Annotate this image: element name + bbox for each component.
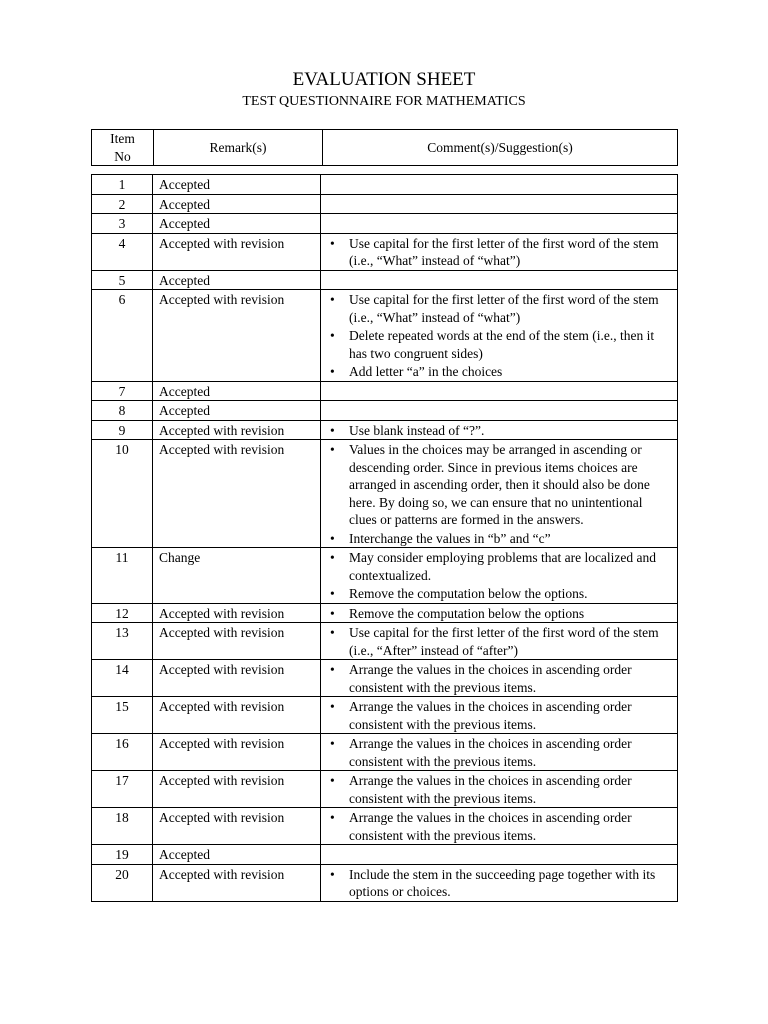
item-number: 15 <box>92 697 153 734</box>
table-row <box>92 660 678 697</box>
item-number: 9 <box>92 420 153 440</box>
comment-list <box>327 735 671 770</box>
comment-list <box>327 772 671 807</box>
item-number: 10 <box>92 440 153 548</box>
item-number: 7 <box>92 381 153 401</box>
comment-list <box>327 235 671 270</box>
evaluation-rows <box>92 175 678 902</box>
comment-bullet-item: • Delete repeated words at the end of the stem (i.e., then it has two congruent sides) <box>327 327 671 362</box>
comment-bullet-item: • Values in the choices may be arranged in ascending or descending order. Since in previous items choices are arranged in ascending order, then it should also be done here. By doing so, we can ensure that no unintentional clues or patterns are formed in the answers. <box>327 441 671 529</box>
comment-bullet-item: • Add letter “a” in the choices <box>327 363 671 381</box>
header-item-no: Item No <box>92 130 154 166</box>
comment-bullet-item: • Use capital for the first letter of the first word of the stem (i.e., “What” instead of “what”) <box>327 291 671 326</box>
item-number: 18 <box>92 808 153 845</box>
item-comments <box>321 845 678 865</box>
item-comments <box>321 734 678 771</box>
table-row <box>92 401 678 421</box>
table-row <box>92 603 678 623</box>
comment-bullet-item: • Arrange the values in the choices in ascending order consistent with the previous items. <box>327 809 671 844</box>
evaluation-table <box>91 174 678 902</box>
comment-bullet-item: • Use blank instead of “?”. <box>327 422 671 440</box>
item-comments <box>321 548 678 604</box>
item-comments <box>321 808 678 845</box>
header-remarks: Remark(s) <box>154 130 323 166</box>
item-number: 8 <box>92 401 153 421</box>
item-comments <box>321 864 678 901</box>
comment-bullet-item: • Use capital for the first letter of the first word of the stem (i.e., “What” instead of “what”) <box>327 235 671 270</box>
item-comments <box>321 440 678 548</box>
item-comments <box>321 381 678 401</box>
item-comments <box>321 603 678 623</box>
item-comments <box>321 175 678 195</box>
item-remark: Accepted <box>153 270 321 290</box>
item-remark: Accepted with revision <box>153 864 321 901</box>
item-comments <box>321 623 678 660</box>
comment-list <box>327 866 671 901</box>
item-number: 19 <box>92 845 153 865</box>
table-row <box>92 440 678 548</box>
table-row <box>92 233 678 270</box>
item-remark: Accepted with revision <box>153 290 321 382</box>
item-remark: Accepted with revision <box>153 623 321 660</box>
table-row <box>92 864 678 901</box>
item-comments <box>321 401 678 421</box>
item-remark: Accepted <box>153 401 321 421</box>
item-remark: Accepted with revision <box>153 697 321 734</box>
item-remark: Accepted with revision <box>153 808 321 845</box>
comment-list <box>327 422 671 440</box>
table-row <box>92 270 678 290</box>
item-number: 16 <box>92 734 153 771</box>
item-number: 5 <box>92 270 153 290</box>
item-remark: Accepted with revision <box>153 660 321 697</box>
item-number: 13 <box>92 623 153 660</box>
item-number: 2 <box>92 194 153 214</box>
comment-bullet-item: • May consider employing problems that are localized and contextualized. <box>327 549 671 584</box>
item-number: 20 <box>92 864 153 901</box>
table-row <box>92 548 678 604</box>
item-comments <box>321 290 678 382</box>
item-remark: Change <box>153 548 321 604</box>
item-comments <box>321 214 678 234</box>
comment-bullet-item: • Remove the computation below the options. <box>327 585 671 603</box>
item-number: 17 <box>92 771 153 808</box>
comment-list <box>327 605 671 623</box>
item-comments <box>321 771 678 808</box>
comment-list <box>327 661 671 696</box>
table-row <box>92 214 678 234</box>
table-row <box>92 381 678 401</box>
comment-list <box>327 698 671 733</box>
table-row <box>92 697 678 734</box>
table-row <box>92 808 678 845</box>
comment-bullet-item: • Remove the computation below the options <box>327 605 671 623</box>
item-comments <box>321 233 678 270</box>
comment-list <box>327 809 671 844</box>
table-row <box>92 771 678 808</box>
item-comments <box>321 194 678 214</box>
table-row <box>92 420 678 440</box>
item-remark: Accepted <box>153 381 321 401</box>
item-remark: Accepted with revision <box>153 233 321 270</box>
item-comments <box>321 420 678 440</box>
item-remark: Accepted <box>153 845 321 865</box>
comment-bullet-item: • Include the stem in the succeeding page together with its options or choices. <box>327 866 671 901</box>
header-row <box>92 130 678 166</box>
table-row <box>92 175 678 195</box>
item-number: 14 <box>92 660 153 697</box>
table-row <box>92 734 678 771</box>
page-subtitle: TEST QUESTIONNAIRE FOR MATHEMATICS <box>242 94 526 109</box>
item-remark: Accepted with revision <box>153 420 321 440</box>
comment-bullet-item: • Arrange the values in the choices in ascending order consistent with the previous items. <box>327 698 671 733</box>
comment-bullet-item: • Arrange the values in the choices in ascending order consistent with the previous items. <box>327 661 671 696</box>
comment-bullet-item: • Arrange the values in the choices in ascending order consistent with the previous items. <box>327 772 671 807</box>
item-remark: Accepted with revision <box>153 734 321 771</box>
comment-bullet-item: • Use capital for the first letter of the first word of the stem (i.e., “After” instead of “after”) <box>327 624 671 659</box>
item-comments <box>321 660 678 697</box>
table-row <box>92 845 678 865</box>
item-comments <box>321 270 678 290</box>
header-table <box>91 129 678 166</box>
item-remark: Accepted <box>153 214 321 234</box>
table-row <box>92 194 678 214</box>
item-remark: Accepted <box>153 175 321 195</box>
comment-bullet-item: • Interchange the values in “b” and “c” <box>327 530 671 548</box>
item-number: 12 <box>92 603 153 623</box>
item-remark: Accepted <box>153 194 321 214</box>
comment-list <box>327 549 671 603</box>
comment-bullet-item: • Arrange the values in the choices in ascending order consistent with the previous items. <box>327 735 671 770</box>
item-remark: Accepted with revision <box>153 771 321 808</box>
comment-list <box>327 441 671 547</box>
item-number: 1 <box>92 175 153 195</box>
item-remark: Accepted with revision <box>153 603 321 623</box>
comment-list <box>327 624 671 659</box>
header-comments: Comment(s)/Suggestion(s) <box>323 130 678 166</box>
item-number: 4 <box>92 233 153 270</box>
comment-list <box>327 291 671 381</box>
table-row <box>92 290 678 382</box>
page-title: EVALUATION SHEET <box>292 69 476 90</box>
item-number: 6 <box>92 290 153 382</box>
item-comments <box>321 697 678 734</box>
item-number: 3 <box>92 214 153 234</box>
item-number: 11 <box>92 548 153 604</box>
table-row <box>92 623 678 660</box>
item-remark: Accepted with revision <box>153 440 321 548</box>
